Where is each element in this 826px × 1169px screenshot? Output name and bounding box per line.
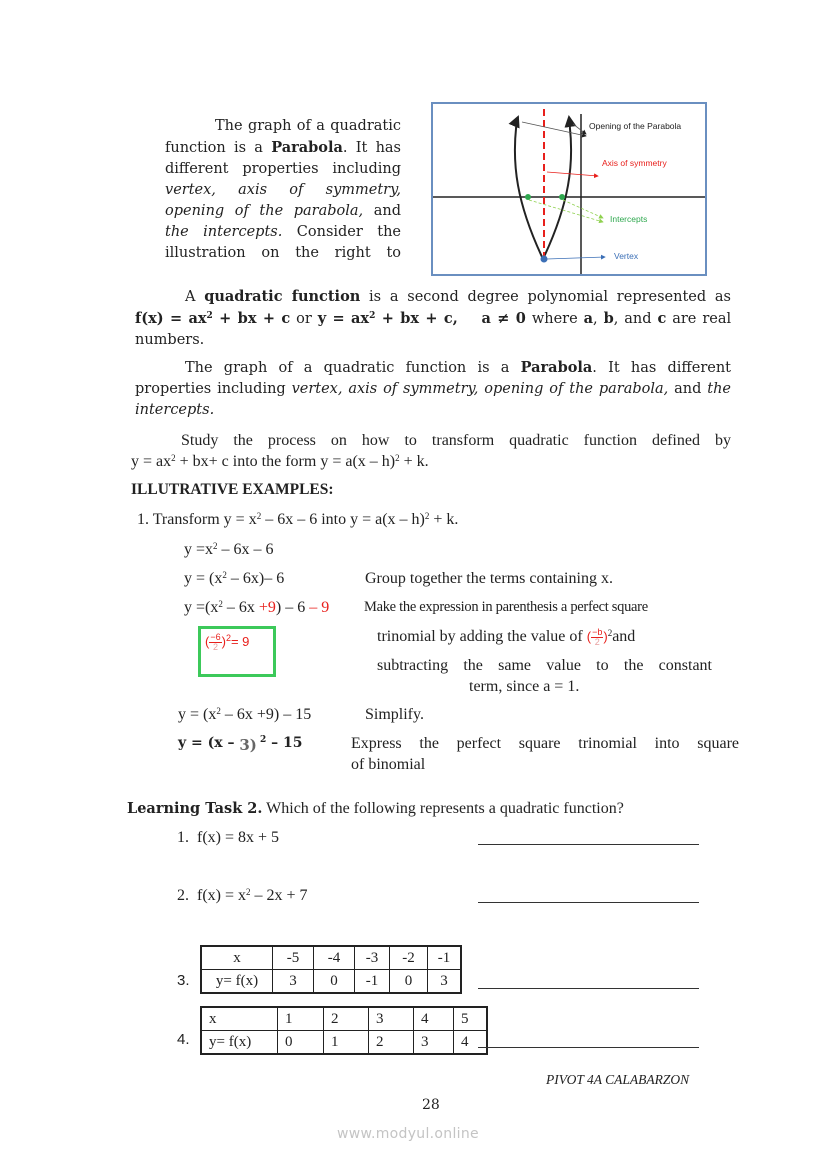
step-3-note: Make the expression in parenthesis a perfect square	[364, 599, 648, 615]
table-row: x -5 -4 -3 -2 -1	[201, 946, 461, 970]
parabola-illustration	[431, 102, 707, 276]
graph-paragraph: The graph of a quadratic function is a Parabola. It has different properties including vertex, axis of symmetry, opening of the parabola, and the intercepts.	[135, 359, 731, 418]
examples-heading: ILLUTRATIVE EXAMPLES:	[131, 481, 334, 498]
task-item-4-number: 4.	[177, 1031, 190, 1048]
study-paragraph: Study the process on how to transform quadratic function defined by $y = ax^2 + bx+ c$ into the form y = a(x – h)$^2$ + k.	[131, 432, 731, 470]
step-1: $y =x^2 - 6x - 6$	[184, 541, 274, 558]
table-item-4	[200, 1006, 488, 1055]
table-row: x 1 2 3 4 5	[201, 1007, 487, 1031]
answer-blank-2[interactable]	[478, 902, 699, 903]
table-row: y= f(x) 0 1 2 3 4	[201, 1031, 487, 1055]
step-3-note-2: trinomial by adding the value of ( $\frac{-b}{2}$ )$^2$and	[377, 627, 636, 648]
step-3-note-3: subtracting the same value to the constant	[377, 657, 712, 674]
step-4-note: Simplify.	[365, 706, 424, 723]
step-4: $y = (x^2 - 6x +9) - 15$	[178, 706, 312, 723]
watermark: www.modyul.online	[337, 1126, 479, 1142]
task-item-3-number: 3.	[177, 972, 190, 989]
table-row: y= f(x) 3 0 -1 0 3	[201, 970, 461, 994]
step-5-note: Express the perfect square trinomial into square of binomial	[351, 735, 739, 773]
computation-box: ( $\frac{-6}{2}$ )$^2$= 9	[198, 626, 276, 677]
label-vertex: Vertex	[614, 251, 639, 261]
answer-blank-3[interactable]	[478, 988, 699, 989]
label-opening: Opening of the Parabola	[589, 121, 682, 131]
task-item-1: 1. f(x) = 8x + 5	[177, 829, 280, 846]
answer-blank-1[interactable]	[478, 844, 699, 845]
text: The graph of a quadratic	[215, 118, 401, 134]
answer-blank-4[interactable]	[478, 1047, 699, 1048]
table-item-3	[200, 945, 462, 994]
definition-paragraph: A quadratic function is a second degree polynomial represented as $f(x) = ax^2$ + bx + c or $y = ax^2$ + bx + c, a ≠ 0 where a, b, and c are real numbers.	[135, 288, 732, 348]
step-2: $y = (x^2 - 6x)-$ 6	[184, 570, 285, 587]
learning-task-title: Learning Task 2. Which of the following represents a quadratic function?	[127, 800, 624, 817]
intro-side-paragraph: The graph of a quadratic function is a Parabola. It has different properties including vertex, axis of symmetry, opening of the parabola, and the intercepts. Consider the illustration on the right to	[165, 118, 402, 261]
page-number: 28	[422, 1097, 440, 1113]
step-5: y = (x – 3) $^2$ – 15	[178, 735, 303, 754]
label-intercepts: Intercepts	[610, 214, 648, 224]
step-3-note-4: term, since a = 1.	[469, 678, 580, 695]
step-2-note: Group together the terms containing x.	[365, 570, 613, 587]
task-item-2: 2. $f(x) = x^2 - 2x + 7$	[177, 887, 308, 904]
label-axis-of-symmetry: Axis of symmetry	[602, 158, 667, 168]
publisher-footer: PIVOT 4A CALABARZON	[546, 1072, 690, 1087]
step-3: $y =(x^2 - 6x +9) - 6 - 9$	[184, 599, 330, 616]
example-1-title: 1. Transform $y = x^2 - 6x - 6$ into y = a(x – h)$^2$ + k.	[137, 511, 459, 528]
